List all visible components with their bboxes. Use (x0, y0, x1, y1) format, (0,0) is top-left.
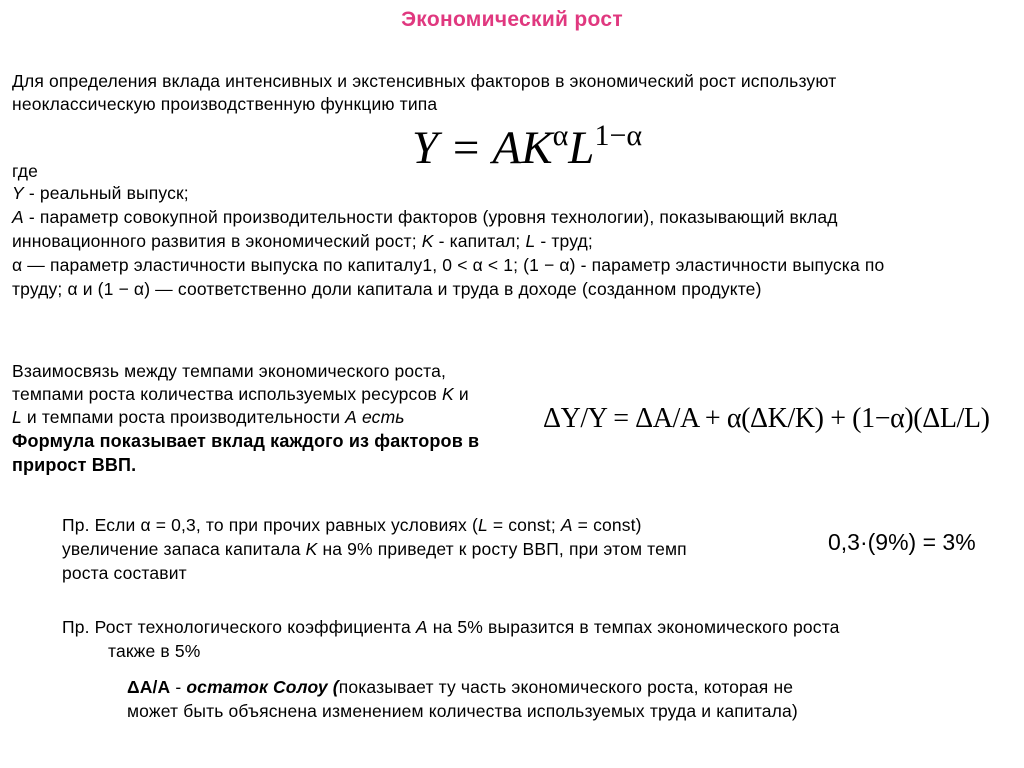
formula-l-exponent: 1−α (594, 119, 643, 152)
example1-text-1a: Пр. Если α = 0,3, то при прочих равных условиях ( (62, 515, 478, 535)
formula-lhs: Y = AK (412, 122, 553, 174)
example1-line-2 (62, 538, 800, 561)
l-text: - труд; (535, 231, 593, 251)
example1-result: 0,3·(9%) = 3% (828, 529, 976, 555)
intro-line-1: Для определения вклада интенсивных и экстенсивных факторов в экономический рост используют (12, 71, 837, 91)
example1-l: L (477, 515, 488, 535)
definition-a-line-1 (12, 206, 1014, 229)
formula-alpha-exponent: α (552, 119, 569, 152)
l-symbol: L (525, 231, 536, 251)
relation-text-2a: темпами роста количества используемых ресурсов (12, 384, 442, 404)
solow-text-1: показывает ту часть экономического роста, которая не (338, 677, 794, 697)
solow-line-2: может быть объяснена изменением количества используемых труда и капитала) (127, 701, 798, 721)
slide-title: Экономический рост (401, 8, 623, 31)
solow-line-1 (127, 676, 1007, 699)
relation-k: K (442, 384, 454, 404)
definition-y (12, 182, 1014, 205)
a-text-2: инновационного развития в экономический рост; (12, 231, 422, 251)
a-symbol: A (12, 207, 24, 227)
production-function-formula (412, 119, 652, 174)
y-symbol: Y (12, 183, 24, 203)
example1-text-2b: на 9% приведет к росту ВВП, при этом темп (317, 539, 687, 559)
relation-a-est: А есть (345, 407, 405, 427)
definition-alpha-line-1: α — параметр эластичности выпуска по капиталу1, 0 < α < 1; (1 − α) - параметр эластичности выпуска по (12, 255, 885, 275)
relation-bold-line-1: Формула показывает вклад каждого из факторов в (12, 431, 480, 451)
growth-accounting-formula: ΔY/Y = ΔA/A + α(ΔK/K) + (1−α)(ΔL/L) (543, 403, 990, 434)
k-symbol: K (421, 231, 434, 251)
solow-symbol: ΔA/A (127, 677, 171, 697)
example1-text-1b: = const; (487, 515, 561, 535)
k-text: - капитал; (433, 231, 526, 251)
example2-a: A (415, 617, 428, 637)
relation-bold-line-2: прирост ВВП. (12, 455, 137, 475)
example2-line-1 (62, 616, 982, 639)
example1-line-3: роста составит (62, 563, 187, 583)
example2-text-1a: Пр. Рост технологического коэффициента (62, 617, 416, 637)
relation-text-2b: и (453, 384, 469, 404)
intro-line-2: неоклассическую производственную функцию типа (12, 94, 438, 114)
example1-line-1 (62, 514, 800, 537)
example1-text-2a: увеличение запаса капитала (62, 539, 306, 559)
solow-name: остаток Солоу ( (186, 677, 339, 697)
definition-alpha-line-2: труду; α и (1 − α) — соответственно доли капитала и труда в доходе (созданном продукте) (12, 279, 762, 299)
relation-line-3 (12, 406, 527, 429)
formula-l: L (568, 122, 595, 174)
relation-line-2 (12, 383, 527, 406)
relation-line-1: Взаимосвязь между темпами экономического роста, (12, 361, 447, 381)
definition-a-line-2 (12, 230, 1014, 253)
relation-text-3a: и темпами роста производительности (21, 407, 346, 427)
example2-line-2: также в 5% (108, 641, 201, 661)
solow-dash: - (170, 677, 187, 697)
a-text: - параметр совокупной производительности факторов (уровня технологии), показывающий вклад (23, 207, 838, 227)
y-text: - реальный выпуск; (23, 183, 189, 203)
example2-text-1b: на 5% выразится в темпах экономического роста (427, 617, 840, 637)
example1-k: K (305, 539, 318, 559)
relation-l: L (12, 407, 22, 427)
definitions-where: где (12, 161, 38, 181)
example1-text-1c: = const) (572, 515, 642, 535)
example1-a: A (560, 515, 573, 535)
